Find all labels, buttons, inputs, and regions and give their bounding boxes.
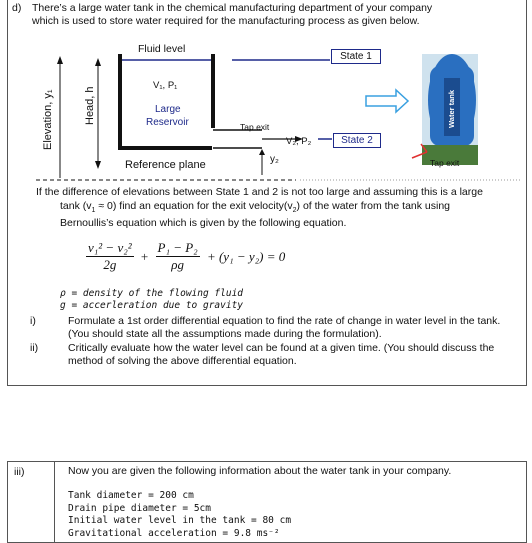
sub-question-ii: ii) Critically evaluate how the water level can be found at a given time. (You should discuss the method of solving the above differential equation. (30, 342, 495, 367)
fluid-level-label: Fluid level (138, 43, 186, 55)
reservoir-wall (120, 54, 212, 148)
water-tank-label: Water tank (447, 89, 456, 128)
tap-exit-photo-label: Tap exit (430, 158, 460, 168)
info-gravity: Gravitational acceleration = 9.8 ms⁻² (68, 527, 280, 539)
bernoulli-equation: $\frac{\text{v₁² − v₂²}}{2g}$ + $\frac{\text{P₁ − P₂}}{\rho g}$ + (y₁ − y₂) = 0 (88, 240, 286, 272)
intro-line-1: There’s a large water tank in the chemical manufacturing department of your company (32, 2, 433, 14)
question-paragraph (36, 186, 526, 231)
intro-line-2: which is used to store water required for the manufacturing process as given below. (32, 15, 420, 27)
definitions (60, 288, 243, 312)
eq-den2: ρg (171, 257, 184, 272)
eq-num1: v₁² − v₂² (88, 240, 132, 255)
info-drain-diameter: Drain pipe diameter = 5cm (68, 502, 211, 514)
y2-label: y₂ (270, 154, 279, 165)
y2-arrowhead (259, 149, 265, 155)
head-arrowhead-bottom (95, 161, 101, 169)
reservoir-label: Reservoir (146, 117, 189, 128)
head-label: Head, h (84, 86, 96, 125)
head-arrowhead-top (95, 58, 101, 66)
part3-number: iii) (14, 466, 25, 478)
state1-box: State 1 (331, 49, 381, 64)
question-iii-box (7, 461, 527, 543)
para-line-1: If the difference of elevations between State 1 and 2 is not too large and assuming this is a large (36, 186, 483, 198)
part3-intro: Now you are given the following information about the water tank in your company. (68, 465, 452, 477)
para-line-3: Bernoullis’s equation which is given by the following equation. (60, 217, 347, 230)
v1p1-label: V₁, P₁ (153, 80, 178, 91)
eq-num2: P₁ − P₂ (157, 240, 198, 255)
tap-exit-pipe-label: Tap exit (240, 122, 270, 132)
sub-questions (30, 315, 520, 369)
reference-plane-label: Reference plane (125, 159, 206, 171)
elevation-arrowhead (57, 56, 63, 64)
eq-den1: 2g (103, 257, 117, 272)
question-label: d) (12, 2, 22, 14)
info-initial-level: Initial water level in the tank = 80 cm (68, 515, 292, 526)
v2p2-label: V₂, P₂ (286, 136, 312, 147)
state2-box: State 2 (333, 133, 381, 148)
eq-rest: + (y₁ − y₂) = 0 (206, 248, 286, 264)
state-arrow (366, 90, 408, 112)
number-column-separator (54, 462, 55, 542)
definition-rho: ρ = density of the flowing fluid (60, 288, 244, 299)
sub-question-i: i) Formulate a 1st order differential equation to find the rate of change in water level in the tank. (You should state all the assumptions made during the formulation). (30, 315, 501, 340)
large-label: Large (155, 104, 181, 115)
elevation-label: Elevation, y₁ (42, 89, 54, 150)
para-line-2: tank $(v_1 \approx 0)$ find an equation for the exit $velocity(v_2)$ of the water from the tank using (60, 199, 451, 214)
tank-info (68, 490, 291, 540)
definition-g: g = accerleration due to gravity (60, 300, 244, 311)
info-tank-diameter: Tank diameter = 200 cm (68, 490, 194, 501)
